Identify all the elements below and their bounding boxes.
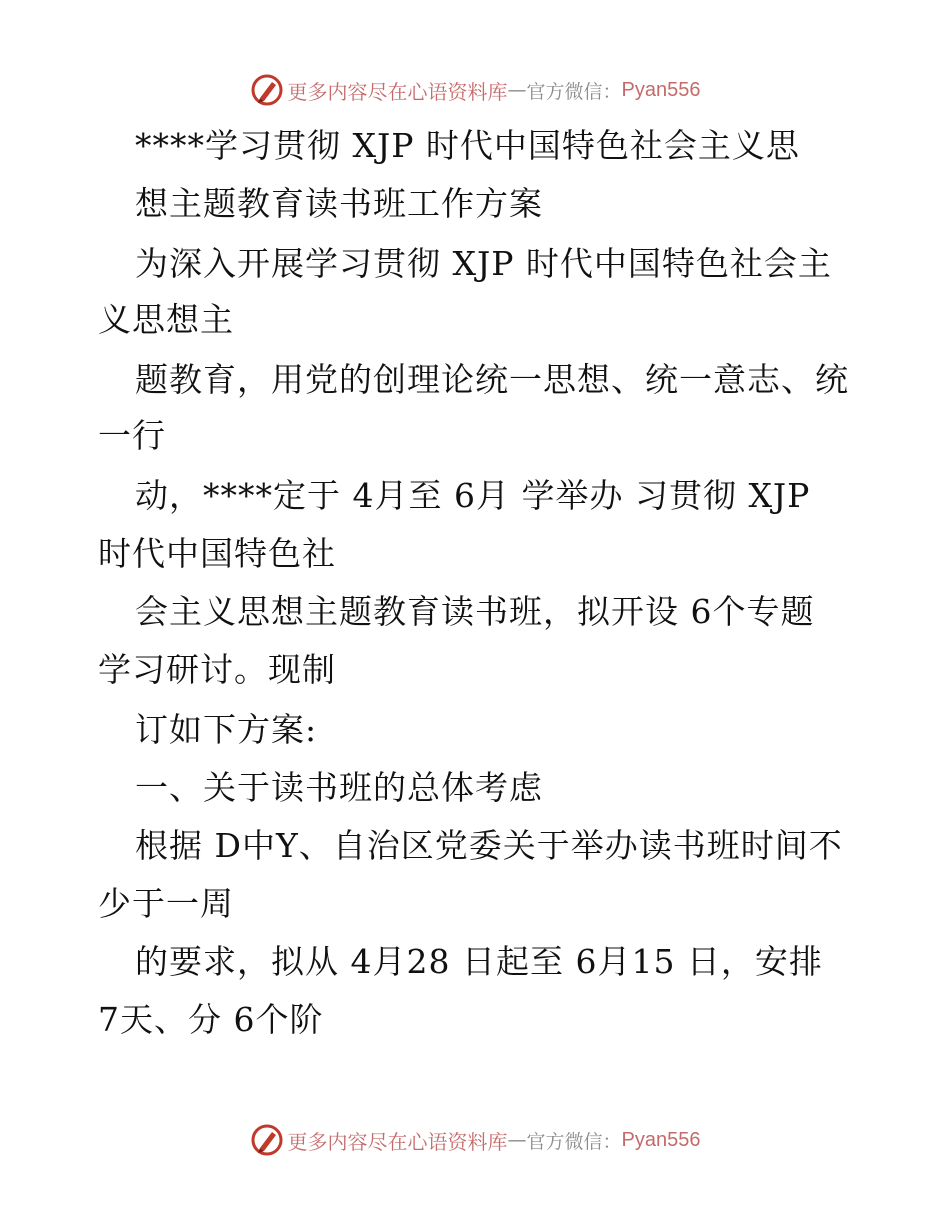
- doc-line: 7天、分 6个阶: [98, 1000, 324, 1039]
- doc-line: 学习研讨。现制: [98, 650, 336, 689]
- doc-line: 一行: [98, 416, 166, 455]
- doc-line: 订如下方案:: [135, 710, 318, 749]
- doc-line: 题教育，用党的创理论统一思想、统一意志、统: [135, 360, 849, 399]
- watermark-dash: —: [507, 1129, 527, 1151]
- doc-line: 会主义思想主题教育读书班，拟开设 6个专题: [135, 592, 815, 631]
- doc-line: 义思想主: [98, 300, 234, 339]
- watermark-id: Pyan556: [621, 1128, 701, 1151]
- doc-line: 为深入开展学习贯彻 XJP 时代中国特色社会主: [135, 244, 832, 283]
- doc-heading: 一、关于读书班的总体考虑: [135, 768, 543, 807]
- watermark-banner-bottom: [0, 1120, 950, 1160]
- watermark-id: Pyan556: [621, 78, 701, 101]
- watermark-dash: —: [507, 79, 527, 101]
- watermark-label: 官方微信：: [526, 80, 622, 103]
- watermark-banner-top: [0, 70, 950, 110]
- doc-line: 少于一周: [98, 884, 234, 923]
- doc-line: 的要求，拟从 4月28 日起至 6月15 日，安排: [135, 942, 823, 981]
- pen-logo-icon: [250, 1123, 284, 1157]
- pen-logo-icon: [250, 73, 284, 107]
- watermark-text: 更多内容尽在心语资料库: [287, 79, 508, 104]
- doc-line: 根据 D中Y、自治区党委关于举办读书班时间不: [135, 826, 843, 865]
- watermark-text: 更多内容尽在心语资料库: [287, 1129, 508, 1154]
- watermark-label: 官方微信：: [526, 1130, 622, 1153]
- doc-title-line-1: ****学习贯彻 XJP 时代中国特色社会主义思: [135, 126, 800, 165]
- doc-line: 时代中国特色社: [98, 534, 336, 573]
- doc-line: 动，****定于 4月至 6月 学举办 习贯彻 XJP: [135, 476, 811, 515]
- doc-title-line-2: 想主题教育读书班工作方案: [135, 184, 543, 223]
